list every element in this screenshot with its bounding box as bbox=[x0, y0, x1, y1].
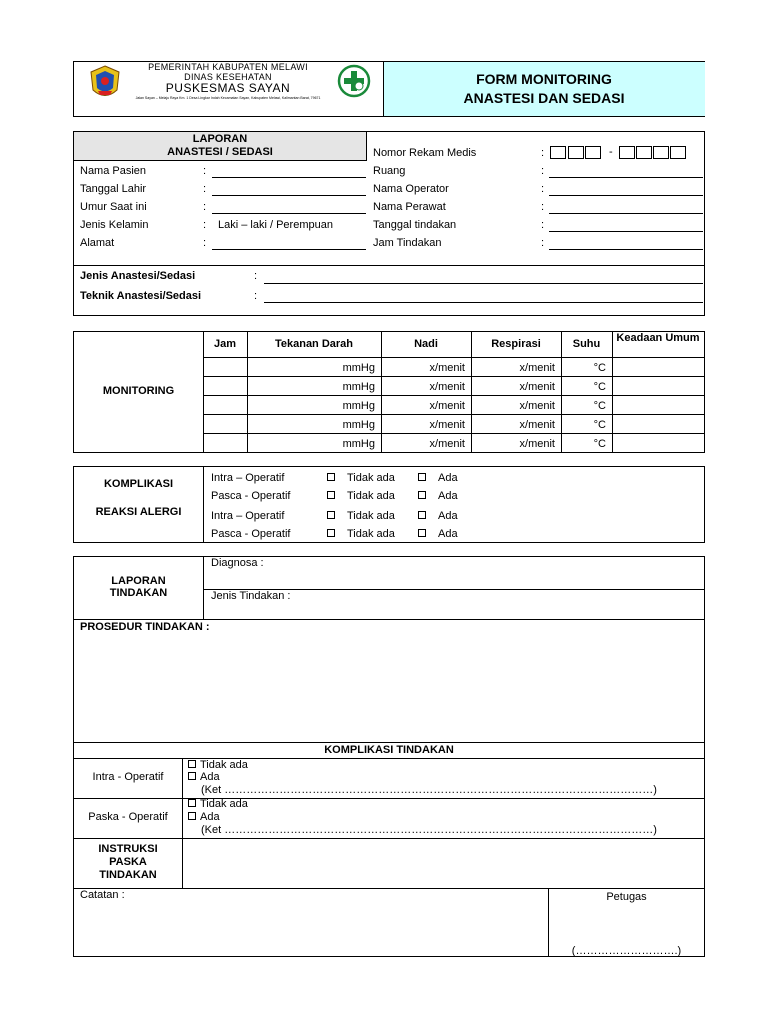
col-line bbox=[612, 332, 613, 452]
label-nama-perawat: Nama Perawat bbox=[373, 201, 446, 213]
row-line bbox=[203, 433, 704, 434]
komplikasi-opt-tidak[interactable] bbox=[327, 510, 395, 522]
petugas-label: Petugas bbox=[606, 891, 647, 903]
form-title-2: ANASTESI DAN SEDASI bbox=[463, 90, 625, 106]
checkbox-icon[interactable] bbox=[418, 491, 426, 499]
komplikasi-opt-tidak-label: Tidak ada bbox=[347, 472, 395, 484]
prosedur-label: PROSEDUR TINDAKAN : bbox=[80, 621, 210, 633]
row-line bbox=[74, 888, 704, 889]
paska-opt-ada-label: Ada bbox=[200, 811, 220, 823]
row-line bbox=[203, 357, 704, 358]
jenis-tindakan-label: Jenis Tindakan : bbox=[211, 590, 291, 602]
label-alamat: Alamat bbox=[80, 237, 115, 249]
tanggal-lahir-field[interactable] bbox=[212, 195, 366, 196]
monitoring-unit: x/menit bbox=[429, 381, 465, 393]
monitoring-unit: x/menit bbox=[429, 400, 465, 412]
komplikasi-opt-ada-label: Ada bbox=[438, 490, 458, 502]
komplikasi-divider bbox=[203, 467, 204, 542]
rm-digit-box[interactable] bbox=[636, 146, 652, 159]
header-tekanan-darah: Tekanan Darah bbox=[274, 338, 354, 350]
colon: : bbox=[203, 219, 207, 231]
komplikasi-opt-ada[interactable] bbox=[418, 472, 458, 484]
komplikasi-opt-tidak[interactable] bbox=[327, 472, 395, 484]
label-nama-pasien: Nama Pasien bbox=[80, 165, 147, 177]
diagnosa-label: Diagnosa : bbox=[211, 557, 264, 569]
intra-label: Intra - Operatif bbox=[92, 771, 164, 783]
monitoring-unit: x/menit bbox=[429, 419, 465, 431]
intra-opt-tidak[interactable] bbox=[188, 759, 248, 771]
tanggal-tindakan-field[interactable] bbox=[549, 231, 703, 232]
row-line bbox=[203, 414, 704, 415]
komplikasi-phase: Pasca - Operatif bbox=[211, 528, 291, 540]
intra-opt-ada-label: Ada bbox=[200, 771, 220, 783]
label-ruang: Ruang bbox=[373, 165, 406, 177]
section-separator bbox=[74, 742, 704, 743]
monitoring-unit: °C bbox=[593, 362, 606, 374]
laporan-tindakan-label-2: TINDAKAN bbox=[109, 587, 168, 599]
monitoring-unit: mmHg bbox=[342, 438, 375, 450]
colon: : bbox=[254, 290, 258, 302]
rm-digit-box[interactable] bbox=[550, 146, 566, 159]
health-logo-icon bbox=[337, 64, 371, 98]
monitoring-unit: mmHg bbox=[342, 400, 375, 412]
header-jam: Jam bbox=[213, 338, 237, 350]
checkbox-icon[interactable] bbox=[188, 812, 196, 820]
label-jam-tindakan: Jam Tindakan bbox=[373, 237, 442, 249]
monitoring-unit: °C bbox=[593, 438, 606, 450]
monitoring-unit: °C bbox=[593, 400, 606, 412]
umur-field[interactable] bbox=[212, 213, 366, 214]
label-tanggal-lahir: Tanggal Lahir bbox=[80, 183, 147, 195]
form-title-1: FORM MONITORING bbox=[476, 71, 612, 87]
monitoring-unit: x/menit bbox=[519, 400, 555, 412]
reaksi-alergi-label: REAKSI ALERGI bbox=[95, 506, 182, 518]
label-tanggal-tindakan: Tanggal tindakan bbox=[373, 219, 457, 231]
monitoring-unit: x/menit bbox=[429, 438, 465, 450]
checkbox-icon[interactable] bbox=[327, 491, 335, 499]
instruksi-label-2: PASKA bbox=[109, 856, 147, 868]
komplikasi-phase: Intra – Operatif bbox=[211, 510, 285, 522]
komplikasi-phase: Intra – Operatif bbox=[211, 472, 285, 484]
colon: : bbox=[541, 219, 545, 231]
monitoring-unit: °C bbox=[593, 381, 606, 393]
row-line bbox=[203, 395, 704, 396]
label-umur: Umur Saat ini bbox=[80, 201, 147, 213]
paska-opt-ada[interactable] bbox=[188, 811, 220, 823]
rm-digit-box[interactable] bbox=[619, 146, 635, 159]
header-nadi: Nadi bbox=[414, 338, 438, 350]
colon: : bbox=[541, 183, 545, 195]
patient-separator bbox=[74, 265, 704, 266]
address-line: Jalan Sayan – Melaju Raya Km. 1 Desa Lingkar Indah Kecamatan Sayan, Kabupaten Melawi, Kalimantan Barat, 79671 bbox=[135, 96, 321, 100]
komplikasi-opt-tidak-label: Tidak ada bbox=[347, 528, 395, 540]
colon: : bbox=[541, 165, 545, 177]
monitoring-unit: x/menit bbox=[519, 381, 555, 393]
label-teknik-anastesi: Teknik Anastesi/Sedasi bbox=[80, 290, 202, 302]
komplikasi-opt-tidak[interactable] bbox=[327, 490, 395, 502]
teknik-anastesi-field[interactable] bbox=[264, 302, 703, 303]
checkbox-icon[interactable] bbox=[418, 473, 426, 481]
laporan-tindakan-label-1: LAPORAN bbox=[111, 575, 166, 587]
instruksi-label-1: INSTRUKSI bbox=[98, 843, 158, 855]
monitoring-unit: °C bbox=[593, 419, 606, 431]
rm-dash: - bbox=[609, 146, 613, 158]
gov-line1: PEMERINTAH KABUPATEN MELAWI bbox=[148, 62, 308, 72]
komplikasi-tindakan-header: KOMPLIKASI TINDAKAN bbox=[324, 744, 454, 756]
colon: : bbox=[203, 165, 207, 177]
gender-options[interactable]: Laki – laki / Perempuan bbox=[218, 219, 333, 231]
rm-digit-box[interactable] bbox=[568, 146, 584, 159]
ruang-field[interactable] bbox=[549, 177, 703, 178]
komplikasi-opt-tidak-label: Tidak ada bbox=[347, 490, 395, 502]
monitoring-label: MONITORING bbox=[102, 385, 175, 397]
alamat-field[interactable] bbox=[212, 249, 366, 250]
row-line bbox=[74, 798, 704, 799]
section-separator bbox=[74, 619, 704, 620]
monitoring-unit: mmHg bbox=[342, 419, 375, 431]
komplikasi-opt-ada-label: Ada bbox=[438, 510, 458, 522]
komplikasi-opt-ada-label: Ada bbox=[438, 528, 458, 540]
row-line bbox=[203, 376, 704, 377]
perawat-field[interactable] bbox=[549, 213, 703, 214]
komplikasi-opt-ada-label: Ada bbox=[438, 472, 458, 484]
monitoring-unit: x/menit bbox=[519, 419, 555, 431]
jam-tindakan-field[interactable] bbox=[549, 249, 703, 250]
monitoring-unit: mmHg bbox=[342, 362, 375, 374]
label-nama-operator: Nama Operator bbox=[373, 183, 449, 195]
paska-ket[interactable]: (Ket ………………………………………………………………………………………………………) bbox=[201, 824, 657, 836]
label-jenis-kelamin: Jenis Kelamin bbox=[80, 219, 149, 231]
rm-digit-box[interactable] bbox=[670, 146, 686, 159]
colon: : bbox=[541, 147, 545, 159]
puskesmas-name: PUSKESMAS SAYAN bbox=[165, 81, 291, 95]
komplikasi-opt-tidak-label: Tidak ada bbox=[347, 510, 395, 522]
intra-opt-ada[interactable] bbox=[188, 771, 220, 783]
komplikasi-label: KOMPLIKASI bbox=[103, 478, 174, 490]
checkbox-icon[interactable] bbox=[418, 529, 426, 537]
rm-digit-box[interactable] bbox=[653, 146, 669, 159]
catatan-label: Catatan : bbox=[80, 889, 125, 901]
checkbox-icon[interactable] bbox=[188, 760, 196, 768]
col-line bbox=[203, 332, 204, 452]
row-line bbox=[74, 838, 704, 839]
section-separator bbox=[74, 758, 704, 759]
monitoring-unit: x/menit bbox=[519, 438, 555, 450]
paska-label: Paska - Operatif bbox=[88, 811, 168, 823]
colon: : bbox=[203, 237, 207, 249]
report-subheader-line1: LAPORAN bbox=[192, 133, 248, 145]
paska-opt-tidak[interactable] bbox=[188, 798, 248, 810]
monitoring-unit: x/menit bbox=[519, 362, 555, 374]
intra-opt-tidak-label: Tidak ada bbox=[200, 759, 248, 771]
komplikasi-opt-ada[interactable] bbox=[418, 510, 458, 522]
checkbox-icon[interactable] bbox=[327, 511, 335, 519]
jenis-anastesi-field[interactable] bbox=[264, 283, 703, 284]
kt-divider bbox=[182, 758, 183, 888]
komplikasi-opt-ada[interactable] bbox=[418, 528, 458, 540]
nama-pasien-field[interactable] bbox=[212, 177, 366, 178]
intra-ket[interactable]: (Ket ………………………………………………………………………………………………………) bbox=[201, 784, 657, 796]
colon: : bbox=[203, 201, 207, 213]
colon: : bbox=[254, 270, 258, 282]
colon: : bbox=[541, 237, 545, 249]
operator-field[interactable] bbox=[549, 195, 703, 196]
header-keadaan-umum: Keadaan Umum bbox=[616, 332, 700, 344]
monitoring-unit: x/menit bbox=[429, 362, 465, 374]
rm-digit-box[interactable] bbox=[585, 146, 601, 159]
gov-line2: DINAS KESEHATAN bbox=[184, 72, 272, 82]
report-subheader-line2: ANASTESI / SEDASI bbox=[167, 146, 273, 158]
checkbox-icon[interactable] bbox=[327, 473, 335, 481]
monitoring-unit: mmHg bbox=[342, 381, 375, 393]
header-suhu: Suhu bbox=[572, 338, 601, 350]
komplikasi-phase: Pasca - Operatif bbox=[211, 490, 291, 502]
colon: : bbox=[541, 201, 545, 213]
komplikasi-opt-tidak[interactable] bbox=[327, 528, 395, 540]
paska-opt-tidak-label: Tidak ada bbox=[200, 798, 248, 810]
komplikasi-opt-ada[interactable] bbox=[418, 490, 458, 502]
label-jenis-anastesi: Jenis Anastesi/Sedasi bbox=[80, 270, 196, 282]
colon: : bbox=[203, 183, 207, 195]
label-nomor-rm: Nomor Rekam Medis bbox=[373, 147, 477, 159]
checkbox-icon[interactable] bbox=[188, 799, 196, 807]
tindakan-divider bbox=[203, 557, 204, 619]
instruksi-label-3: TINDAKAN bbox=[99, 869, 157, 881]
checkbox-icon[interactable] bbox=[418, 511, 426, 519]
checkbox-icon[interactable] bbox=[327, 529, 335, 537]
header-respirasi: Respirasi bbox=[491, 338, 541, 350]
signature-line[interactable]: (……………………….) bbox=[571, 945, 682, 957]
checkbox-icon[interactable] bbox=[188, 772, 196, 780]
